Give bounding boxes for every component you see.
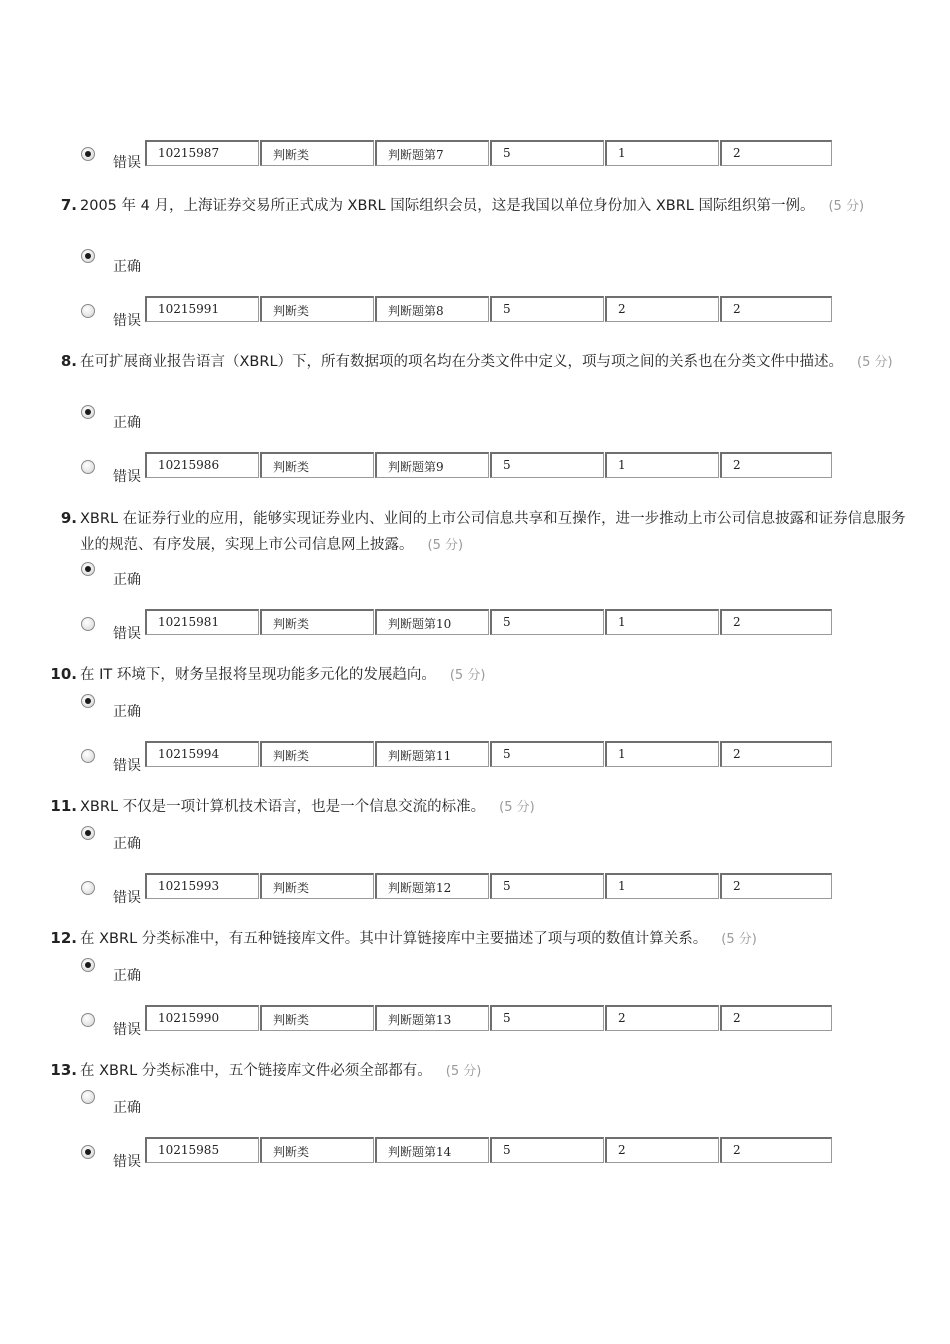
field-type[interactable]: 判断类 [260, 741, 374, 767]
question-score: (5 分) [427, 538, 464, 553]
question-body: XBRL 在证券行业的应用，能够实现证券业内、业间的上市公司信息共享和互操作，进一步推动上市公司信息披露和证券信息服务业的规范、有序发展，实现上市公司信息网上披露。 [80, 511, 906, 553]
radio-correct[interactable] [81, 562, 95, 576]
question-body: 2005 年 4 月，上海证券交易所正式成为 XBRL 国际组织会员，这是我国以单位身份加入 XBRL 国际组织第一例。 [80, 198, 815, 214]
option-correct-label: 正确 [113, 968, 141, 984]
field-answer[interactable]: 2 [605, 1005, 719, 1031]
field-score[interactable]: 5 [490, 873, 604, 899]
field-extra[interactable]: 2 [720, 609, 832, 635]
question-number: 11. [50, 797, 77, 815]
radio-wrong[interactable] [81, 749, 95, 763]
question-score: (5 分) [828, 199, 865, 214]
question-text [80, 794, 910, 821]
field-answer[interactable]: 1 [605, 741, 719, 767]
option-wrong-label: 错误 [113, 313, 141, 329]
field-id[interactable]: 10215981 [145, 609, 259, 635]
question-body: XBRL 不仅是一项计算机技术语言，也是一个信息交流的标准。 [80, 799, 486, 815]
question-body: 在 IT 环境下，财务呈报将呈现功能多元化的发展趋向。 [80, 667, 436, 683]
field-type[interactable]: 判断类 [260, 140, 374, 166]
field-title[interactable]: 判断题第11 [375, 741, 489, 767]
question-score: (5 分) [721, 932, 757, 947]
field-extra[interactable]: 2 [720, 1005, 832, 1031]
field-title[interactable]: 判断题第13 [375, 1005, 489, 1031]
radio-wrong[interactable] [81, 304, 95, 318]
field-id[interactable]: 10215985 [145, 1137, 259, 1163]
question-number: 8. [60, 352, 77, 370]
field-title[interactable]: 判断题第8 [375, 296, 489, 322]
field-extra[interactable]: 2 [720, 873, 832, 899]
radio-wrong[interactable] [81, 460, 95, 474]
question-score: (5 分) [499, 800, 535, 815]
radio-wrong[interactable] [81, 617, 95, 631]
field-id[interactable]: 10215991 [145, 296, 259, 322]
radio-correct[interactable] [81, 249, 95, 263]
field-title[interactable]: 判断题第14 [375, 1137, 489, 1163]
field-id[interactable]: 10215986 [145, 452, 259, 478]
question-text [80, 349, 910, 376]
radio-wrong[interactable] [81, 1013, 95, 1027]
radio-wrong[interactable] [81, 1145, 95, 1159]
option-correct-label: 正确 [113, 1100, 141, 1116]
radio-correct[interactable] [81, 1090, 95, 1104]
field-extra[interactable]: 2 [720, 741, 832, 767]
question-number: 9. [60, 509, 77, 527]
field-title[interactable]: 判断题第12 [375, 873, 489, 899]
question-text [80, 1058, 910, 1085]
field-type[interactable]: 判断类 [260, 609, 374, 635]
radio-correct[interactable] [81, 826, 95, 840]
question-score: (5 分) [449, 668, 486, 683]
question-text [80, 506, 910, 559]
radio-wrong[interactable] [81, 147, 95, 161]
field-score[interactable]: 5 [490, 1005, 604, 1031]
field-id[interactable]: 10215987 [145, 140, 259, 166]
option-correct-label: 正确 [113, 836, 141, 852]
field-extra[interactable]: 2 [720, 296, 832, 322]
question-text [80, 662, 910, 689]
option-wrong-label: 错误 [113, 890, 141, 906]
field-score[interactable]: 5 [490, 296, 604, 322]
question-body: 在 XBRL 分类标准中，有五种链接库文件。其中计算链接库中主要描述了项与项的数值计算关系。 [80, 931, 708, 947]
field-id[interactable]: 10215990 [145, 1005, 259, 1031]
field-score[interactable]: 5 [490, 609, 604, 635]
question-body: 在 XBRL 分类标准中，五个链接库文件必须全部都有。 [80, 1063, 432, 1079]
question-score: (5 分) [857, 355, 893, 370]
question-text [80, 193, 910, 220]
field-answer[interactable]: 2 [605, 296, 719, 322]
question-number: 10. [50, 665, 77, 683]
question-score: (5 分) [445, 1064, 482, 1079]
field-score[interactable]: 5 [490, 1137, 604, 1163]
question-number: 13. [50, 1061, 77, 1079]
field-answer[interactable]: 1 [605, 140, 719, 166]
field-extra[interactable]: 2 [720, 1137, 832, 1163]
radio-wrong[interactable] [81, 881, 95, 895]
field-score[interactable]: 5 [490, 140, 604, 166]
field-type[interactable]: 判断类 [260, 873, 374, 899]
option-correct-label: 正确 [113, 415, 141, 431]
field-type[interactable]: 判断类 [260, 1005, 374, 1031]
field-title[interactable]: 判断题第7 [375, 140, 489, 166]
field-extra[interactable]: 2 [720, 452, 832, 478]
field-id[interactable]: 10215994 [145, 741, 259, 767]
field-score[interactable]: 5 [490, 741, 604, 767]
option-correct-label: 正确 [113, 704, 141, 720]
option-wrong-label: 错误 [113, 758, 141, 774]
field-type[interactable]: 判断类 [260, 1137, 374, 1163]
option-wrong-label: 错误 [113, 1154, 141, 1170]
field-title[interactable]: 判断题第10 [375, 609, 489, 635]
field-type[interactable]: 判断类 [260, 296, 374, 322]
field-title[interactable]: 判断题第9 [375, 452, 489, 478]
field-answer[interactable]: 2 [605, 1137, 719, 1163]
question-body: 在可扩展商业报告语言（XBRL）下，所有数据项的项名均在分类文件中定义，项与项之间的关系也在分类文件中描述。 [80, 354, 844, 370]
question-number: 12. [50, 929, 77, 947]
radio-correct[interactable] [81, 694, 95, 708]
option-correct-label: 正确 [113, 572, 141, 588]
option-wrong-label: 错误 [113, 469, 141, 485]
field-answer[interactable]: 1 [605, 452, 719, 478]
field-score[interactable]: 5 [490, 452, 604, 478]
radio-correct[interactable] [81, 405, 95, 419]
question-text [80, 926, 910, 953]
field-type[interactable]: 判断类 [260, 452, 374, 478]
field-id[interactable]: 10215993 [145, 873, 259, 899]
option-wrong-label: 错误 [113, 1022, 141, 1038]
field-answer[interactable]: 1 [605, 873, 719, 899]
field-answer[interactable]: 1 [605, 609, 719, 635]
question-number: 7. [60, 196, 77, 214]
option-wrong-label: 错误 [113, 626, 141, 642]
option-wrong-label: 错误 [113, 155, 141, 171]
field-extra[interactable]: 2 [720, 140, 832, 166]
radio-correct[interactable] [81, 958, 95, 972]
option-correct-label: 正确 [113, 259, 141, 275]
